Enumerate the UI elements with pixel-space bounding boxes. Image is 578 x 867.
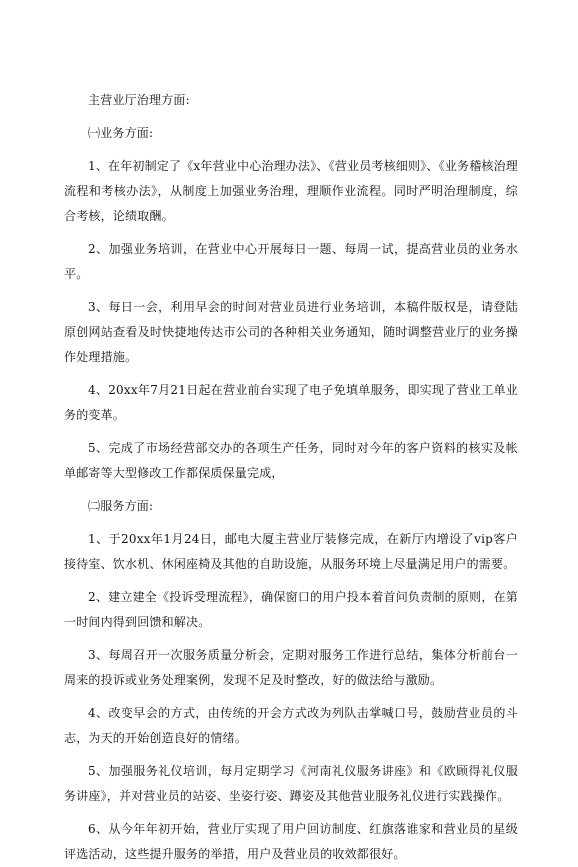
subsection-heading-service: ㈡服务方面: xyxy=(88,499,154,513)
paragraph-service-3: 3、每周召开一次服务质量分析会，定期对服务工作进行总结，集体分析前台一周来的投诉或业务处理案例，发现不足及时整改，好的做法给与激励。 xyxy=(64,648,518,687)
paragraph-business-5: 5、完成了市场经营部交办的各项生产任务，同时对今年的客户资料的核实及帐单邮寄等大型修改工作都保质保量完成， xyxy=(64,441,518,480)
paragraph-service-2: 2、建立建全《投诉受理流程》，确保窗口的用户投本着首问负责制的原则，在第一时间内得到回馈和解决。 xyxy=(64,590,518,629)
paragraph-service-5: 5、加强服务礼仪培训，每月定期学习《河南礼仪服务讲座》和《欧顾得礼仪服务讲座》，并对营业员的站姿、坐姿行姿、蹲姿及其他营业服务礼仪进行实践操作。 xyxy=(64,764,518,803)
paragraph-business-2: 2、加强业务培训，在营业中心开展每日一题、每周一试，提高营业员的业务水平。 xyxy=(64,242,518,281)
paragraph-business-1: 1、在年初制定了《x年营业中心治理办法》、《营业员考核细则》、《业务稽核治理流程和考核办法》，从制度上加强业务治理，理顺作业流程。同时严明治理制度，综合考核，论绩取酬。 xyxy=(64,159,519,223)
paragraph-business-3: 3、每日一会，利用早会的时间对营业员进行业务培训，本稿件版权是，请登陆原创网站查看及时快捷地传达市公司的各种相关业务通知，随时调整营业厅的业务操作处理措施。 xyxy=(64,300,518,364)
paragraph-service-6: 6、从今年年初开始，营业厅实现了用户回访制度、红旗落谁家和营业员的星级评选活动，这些提升服务的举措，用户及营业员的收效都很好。 xyxy=(64,822,518,861)
paragraph-service-1: 1、于20xx年1月24日，邮电大厦主营业厅装修完成，在新厅内增设了vip客户接待室、饮水机、休闲座椅及其他的自助设施，从服务环境上尽量满足用户的需要。 xyxy=(64,532,518,571)
paragraph-service-4: 4、改变早会的方式，由传统的开会方式改为列队击掌喊口号，鼓励营业员的斗志，为天的开始创造良好的情绪。 xyxy=(64,706,518,745)
paragraph-business-4: 4、20xx年7月21日起在营业前台实现了电子免填单服务，即实现了营业工单业务的变革。 xyxy=(64,383,518,422)
section-heading-main-hall: 主营业厅治理方面: xyxy=(88,93,190,107)
subsection-heading-business: ㈠业务方面: xyxy=(88,126,154,140)
